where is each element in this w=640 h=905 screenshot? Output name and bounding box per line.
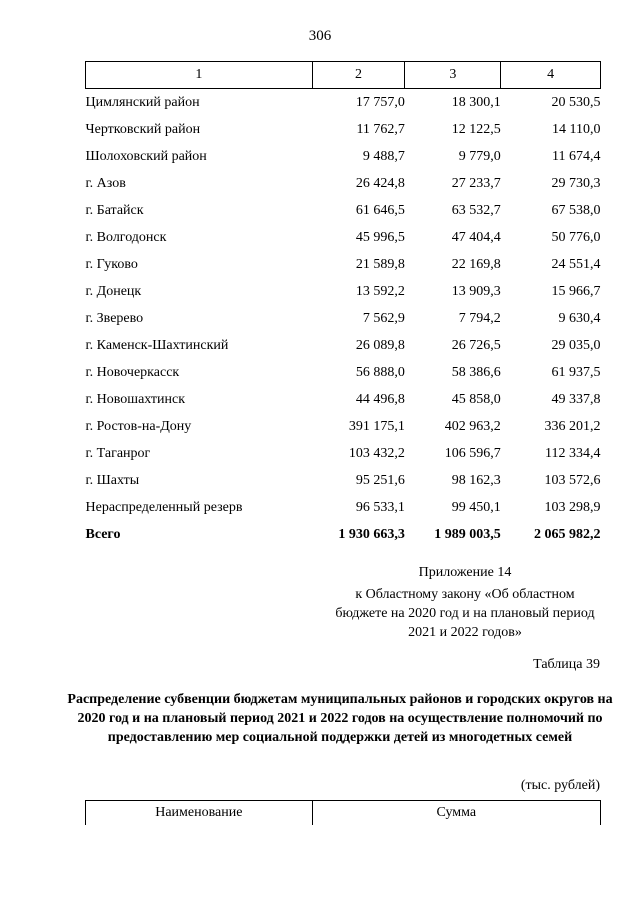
- value-cell: 29 730,3: [551, 175, 601, 191]
- value-cell: 67 538,0: [551, 202, 601, 218]
- subsidy-table: [85, 800, 601, 825]
- table-row: [86, 386, 601, 413]
- value-cell: 44 496,8: [355, 391, 405, 407]
- row-label: Шолоховский район: [85, 148, 207, 164]
- value-cell: 336 201,2: [544, 418, 601, 434]
- table-row: [86, 89, 601, 117]
- value-cell: 15 966,7: [551, 283, 601, 299]
- total-row: [86, 521, 601, 548]
- value-cell: 45 858,0: [451, 391, 501, 407]
- value-cell: 11 674,4: [552, 148, 601, 164]
- value-cell: 103 572,6: [544, 472, 601, 488]
- row-label: г. Ростов-на-Дону: [85, 418, 192, 434]
- row-label: г. Новошахтинск: [85, 391, 186, 407]
- value-cell: 45 996,5: [355, 229, 405, 245]
- table-heading: Распределение субвенции бюджетам муниципальных районов и городских округов на 2020 год и на плановый период 2021 и 2022 годов на осуществление полномочий по предоставлению мер социальной поддержки детей из многодетных семей: [67, 692, 613, 745]
- value-cell: 103 432,2: [348, 445, 405, 461]
- column-header-sum: Сумма: [312, 801, 600, 826]
- table-row: [86, 305, 601, 332]
- column-header: 2: [312, 62, 405, 89]
- value-cell: 26 089,8: [355, 337, 405, 353]
- table-row: [86, 494, 601, 521]
- row-label: Нераспределенный резерв: [85, 499, 243, 515]
- unit-label: (тыс. рублей): [520, 778, 600, 793]
- value-cell: 26 424,8: [355, 175, 405, 191]
- table-row: [86, 170, 601, 197]
- value-cell: 95 251,6: [355, 472, 405, 488]
- value-cell: 1 989 003,5: [434, 526, 501, 542]
- value-cell: 20 530,5: [551, 94, 601, 110]
- value-cell: 12 122,5: [451, 121, 501, 137]
- table-row: [86, 440, 601, 467]
- value-cell: 13 909,3: [451, 283, 501, 299]
- value-cell: 103 298,9: [544, 499, 601, 515]
- value-cell: 7 794,2: [458, 310, 501, 326]
- table-row: [86, 224, 601, 251]
- table-row: [86, 143, 601, 170]
- row-label: г. Гуково: [85, 256, 138, 272]
- row-label: г. Новочеркасск: [85, 364, 180, 380]
- row-label: г. Волгодонск: [85, 229, 167, 245]
- value-cell: 99 450,1: [451, 499, 501, 515]
- value-cell: 61 937,5: [551, 364, 601, 380]
- value-cell: 9 779,0: [458, 148, 501, 164]
- value-cell: 50 776,0: [551, 229, 601, 245]
- value-cell: 22 169,8: [451, 256, 501, 272]
- value-cell: 29 035,0: [551, 337, 601, 353]
- row-label: Цимлянский район: [85, 94, 200, 110]
- value-cell: 61 646,5: [355, 202, 405, 218]
- value-cell: 27 233,7: [451, 175, 501, 191]
- row-label: г. Зверево: [85, 310, 144, 326]
- table-header-row: [86, 62, 601, 89]
- page-number: 306: [308, 28, 332, 44]
- value-cell: 13 592,2: [355, 283, 405, 299]
- value-cell: 47 404,4: [451, 229, 501, 245]
- appendix-title: Приложение 14: [418, 565, 512, 580]
- table-row: [86, 116, 601, 143]
- table-row: [86, 467, 601, 494]
- value-cell: 2 065 982,2: [534, 526, 601, 542]
- value-cell: 7 562,9: [362, 310, 405, 326]
- value-cell: 98 162,3: [451, 472, 501, 488]
- value-cell: 1 930 663,3: [338, 526, 405, 542]
- row-label: Чертковский район: [85, 121, 201, 137]
- row-label: г. Азов: [85, 175, 126, 191]
- table-row: [86, 197, 601, 224]
- row-label: г. Батайск: [85, 202, 144, 218]
- value-cell: 24 551,4: [551, 256, 601, 272]
- value-cell: 14 110,0: [552, 121, 601, 137]
- table-row: [86, 413, 601, 440]
- sub-table-header-row: [86, 801, 601, 826]
- value-cell: 63 532,7: [451, 202, 501, 218]
- value-cell: 96 533,1: [355, 499, 405, 515]
- column-header-name: Наименование: [86, 801, 313, 826]
- table-row: [86, 332, 601, 359]
- value-cell: 106 596,7: [444, 445, 501, 461]
- row-label: Всего: [85, 526, 121, 542]
- table-row: [86, 278, 601, 305]
- table-number: Таблица 39: [533, 657, 600, 672]
- value-cell: 26 726,5: [451, 337, 501, 353]
- row-label: г. Каменск-Шахтинский: [85, 337, 229, 353]
- value-cell: 18 300,1: [451, 94, 501, 110]
- column-header: 3: [405, 62, 501, 89]
- column-header: 4: [501, 62, 601, 89]
- value-cell: 21 589,8: [355, 256, 405, 272]
- value-cell: 402 963,2: [444, 418, 501, 434]
- value-cell: 49 337,8: [551, 391, 601, 407]
- value-cell: 112 334,4: [545, 445, 601, 461]
- value-cell: 17 757,0: [355, 94, 405, 110]
- row-label: г. Донецк: [85, 283, 142, 299]
- table-row: [86, 359, 601, 386]
- row-label: г. Таганрог: [85, 445, 151, 461]
- table-row: [86, 251, 601, 278]
- value-cell: 391 175,1: [348, 418, 405, 434]
- value-cell: 9 630,4: [558, 310, 601, 326]
- column-header: 1: [86, 62, 313, 89]
- budget-table: [85, 61, 601, 548]
- appendix-text: к Областному закону «Об областном бюджете на 2020 год и на плановый период 2021 и 2022 годов»: [335, 587, 595, 640]
- value-cell: 9 488,7: [362, 148, 405, 164]
- value-cell: 11 762,7: [356, 121, 405, 137]
- value-cell: 56 888,0: [355, 364, 405, 380]
- row-label: г. Шахты: [85, 472, 140, 488]
- value-cell: 58 386,6: [451, 364, 501, 380]
